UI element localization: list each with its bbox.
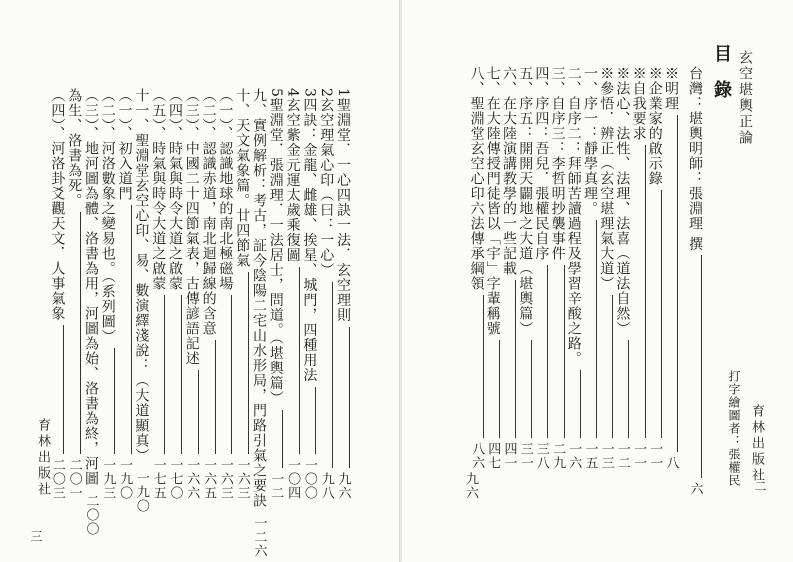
right-page-entry — [583, 66, 597, 470]
left-page-entry-page: 二〇三 — [49, 458, 65, 500]
left-page-entry — [336, 88, 350, 500]
leader-line — [564, 265, 565, 438]
leader-line — [531, 340, 532, 438]
right-publisher: 育林出版社 — [749, 404, 764, 484]
right-page-entry-page: 一三 — [598, 442, 614, 470]
leader-line — [131, 205, 132, 454]
right-page-entry-title: 二、自序二：拜師苦讀過程及學習辛酸之路。 — [565, 66, 582, 366]
leader-line — [580, 370, 581, 438]
leader-line — [80, 212, 81, 454]
left-page-entry-title: 十、天文氣象篇。廿四節氣 — [234, 88, 251, 268]
right-page-entry-page: 一五 — [582, 442, 598, 470]
left-page-entry-page: 一七〇 — [167, 458, 183, 500]
left-page-entry — [50, 88, 64, 500]
left-page-entry-page: 九六 — [335, 472, 351, 500]
left-page-entry-title: （五）、時氣與時令大道之啟蒙 — [150, 88, 167, 291]
left-page-entry — [101, 88, 115, 500]
left-page-entry-page: 一六五 — [201, 458, 217, 500]
left-page-entry-title: 5聖淵堂．張淵理．一法居士，問道。（堪輿篇） — [267, 88, 284, 406]
right-page-entry-page: 四七 — [485, 442, 501, 470]
right-page-entry-title: ※明理 — [663, 66, 679, 111]
left-page-entry — [133, 88, 150, 513]
right-page-entry-title: 一、序一：靜學真理。 — [582, 66, 598, 216]
left-page-entry — [67, 88, 81, 500]
left-page-entry — [218, 88, 232, 500]
right-page-entry-page: 一二 — [614, 442, 630, 470]
left-page-entry-page: 一七五 — [150, 458, 166, 500]
left-page-entry — [251, 88, 267, 558]
leader-line — [547, 265, 548, 438]
leader-line — [701, 255, 702, 478]
leader-line — [198, 370, 199, 454]
leader-line — [661, 190, 662, 438]
right-page-entry-title: 三、自序三：李哲明抄襲事件 — [549, 66, 566, 261]
left-page-entry — [83, 88, 99, 536]
leader-line — [483, 295, 484, 438]
right-page-entry — [502, 66, 516, 470]
toc-tail-page-number: 九六 — [463, 472, 478, 500]
toc-author-entry — [688, 66, 702, 496]
left-page-entry-title: （二）、河洛數象之變易也。（系列圖） — [99, 88, 116, 344]
left-page-entry-title: （一）、認識地球的南北極磁場 — [217, 88, 234, 291]
leader-line — [164, 295, 165, 454]
left-page-entry-page: 一六六 — [184, 458, 200, 500]
left-page-entry-title: （四）、時氣與時令大道之啟蒙 — [167, 88, 183, 291]
left-page-entry-page: 一二六 — [251, 516, 267, 558]
toc-tail-page — [464, 472, 477, 500]
leader-line — [645, 145, 646, 438]
leader-line — [282, 410, 283, 468]
leader-line — [332, 282, 333, 468]
leader-line — [181, 295, 182, 454]
left-publisher: 育林出版社 — [35, 418, 50, 498]
right-page-entry — [518, 66, 532, 470]
right-page-entry — [664, 66, 678, 470]
left-page-entry-page: 九八 — [318, 472, 334, 500]
left-page-entry-page: 一九三 — [100, 458, 116, 500]
right-page-entry — [551, 66, 565, 470]
left-page-entry — [269, 88, 283, 500]
right-page-entry-page: 一一 — [631, 442, 647, 470]
left-page-entry — [235, 88, 249, 500]
right-page-number: 二 — [753, 480, 767, 493]
right-page-entry-page: 八六 — [469, 442, 485, 470]
leader-line — [349, 327, 350, 468]
left-page-entry-title: 九、實例解析：考古，証今陰陽二宅山水形局，門路引氣之要訣 — [251, 88, 267, 508]
right-page-entry — [615, 66, 629, 470]
leader-line — [231, 295, 232, 454]
leader-line — [215, 340, 216, 454]
right-page-entry-page: 二九 — [550, 442, 566, 470]
leader-line — [114, 348, 115, 454]
left-page-entry-title: 十一、聖淵堂玄空心印、易、數演繹淺說：（大道顯真） — [133, 88, 150, 463]
right-page-entry — [599, 66, 613, 470]
right-page-entry-page: 一一 — [647, 442, 663, 470]
right-page-entry — [567, 66, 581, 470]
right-page-entry-page: 四一 — [501, 442, 517, 470]
leader-line — [515, 280, 516, 438]
left-page-entry — [118, 88, 132, 500]
right-page-entry — [632, 66, 646, 470]
right-page-entry — [648, 66, 662, 470]
left-page-entry — [151, 88, 165, 500]
left-page-number: 三 — [29, 530, 43, 543]
leader-line — [677, 115, 678, 452]
toc-author-page: 六 — [687, 482, 703, 496]
right-page-entry-title: 四、序四：吾兒．張權民自序 — [533, 66, 550, 261]
right-page-entry-page: 一六 — [566, 442, 582, 470]
right-page-entry-page: 三一 — [517, 442, 533, 470]
left-page-entry-page: 二〇一 — [66, 458, 82, 500]
left-page-entry-title: 3四訣：金龍、雌雄、挨星、城門，四種用法 — [301, 88, 318, 383]
right-page-entry-title: ※參悟．辨正（玄空堪理氣大道） — [598, 66, 615, 291]
leader-line — [596, 220, 597, 438]
left-page-entry — [319, 88, 333, 500]
left-page-entry-title: （二）、認識赤道，南北迴歸線的含意 — [200, 88, 217, 336]
right-page-entry-title: 七、在大陸傳授門徒皆以「宇」字輩稱號 — [484, 66, 501, 336]
toc-author-title: 台灣：堪輿明師：張淵理 撰 — [687, 66, 703, 252]
left-page-entry-title: （三）、地河圖為體、洛書為用，河圖為始、洛書為終，河圖 — [83, 88, 99, 486]
leader-line — [628, 340, 629, 438]
typist-credit: 打字繪圖者：張權民 — [727, 370, 741, 487]
left-page-entry-page: 一六三 — [217, 458, 233, 500]
left-page-entry-page: 一〇〇 — [301, 458, 317, 500]
right-page-entry-title: 六、在大陸演講教學的一些記載 — [501, 66, 517, 276]
left-page-entry-title: （三）、中國二十四節氣表，古傳諺語記述 — [183, 88, 200, 366]
leader-line — [612, 295, 613, 438]
left-page-entry-title: （一）、初入道門 — [116, 88, 133, 201]
leader-line — [248, 272, 249, 454]
right-page-entry-title: ※法心、法性、法理、法喜（道法自然） — [614, 66, 631, 336]
left-page-entry-page: 一〇四 — [285, 458, 301, 500]
right-page-entry-title: ※自我要求 — [630, 66, 647, 141]
right-page-entry — [486, 66, 500, 470]
leader-line — [299, 267, 300, 454]
left-page-entry-page: 一二 — [268, 472, 284, 500]
right-page-entry — [534, 66, 548, 470]
leader-line — [315, 387, 316, 454]
left-page-entry-title: 1聖淵堂．一心四訣一法．玄空理則 — [335, 88, 351, 323]
left-page-entry — [185, 88, 199, 500]
left-page-entry-page: 一九〇 — [117, 458, 133, 500]
right-page-entry-page: 八 — [663, 456, 679, 470]
toc-heading: 目 錄 — [711, 44, 732, 105]
left-page-entry-title: （四）、河洛卦爻觀天文．人事氣象 — [49, 88, 66, 321]
right-page-entry-title: 五、序五：開開天闢地之大道（堪輿篇） — [517, 66, 534, 336]
right-page-entry-title: ※企業家的啟示錄 — [646, 66, 663, 186]
left-page-entry-title: 為生、洛書為死。 — [66, 88, 83, 208]
right-page-entry-page: 三八 — [533, 442, 549, 470]
leader-line — [499, 340, 500, 438]
leader-line — [63, 325, 64, 454]
right-page-entry — [470, 66, 484, 470]
left-page-entry-title: 2玄空理氣心印（曰：一心） — [318, 88, 335, 278]
left-page-entry-page: 二〇〇 — [83, 494, 99, 536]
left-page-entry — [286, 88, 300, 500]
left-page-entry-page: 一六三 — [234, 458, 250, 500]
book-title-header: 玄空堪輿正論 — [737, 50, 753, 146]
left-page-entry — [202, 88, 216, 500]
left-page-entry — [302, 88, 316, 500]
left-page-entry-title: 4玄空紫金元運太歲乘復圖 — [284, 88, 301, 263]
left-page-entry-page: 一九〇 — [133, 471, 149, 513]
right-page — [402, 0, 793, 562]
left-page-entry — [168, 88, 182, 500]
right-page-entry-title: 八、聖淵堂玄空心印六法傳承綱領 — [468, 66, 485, 291]
